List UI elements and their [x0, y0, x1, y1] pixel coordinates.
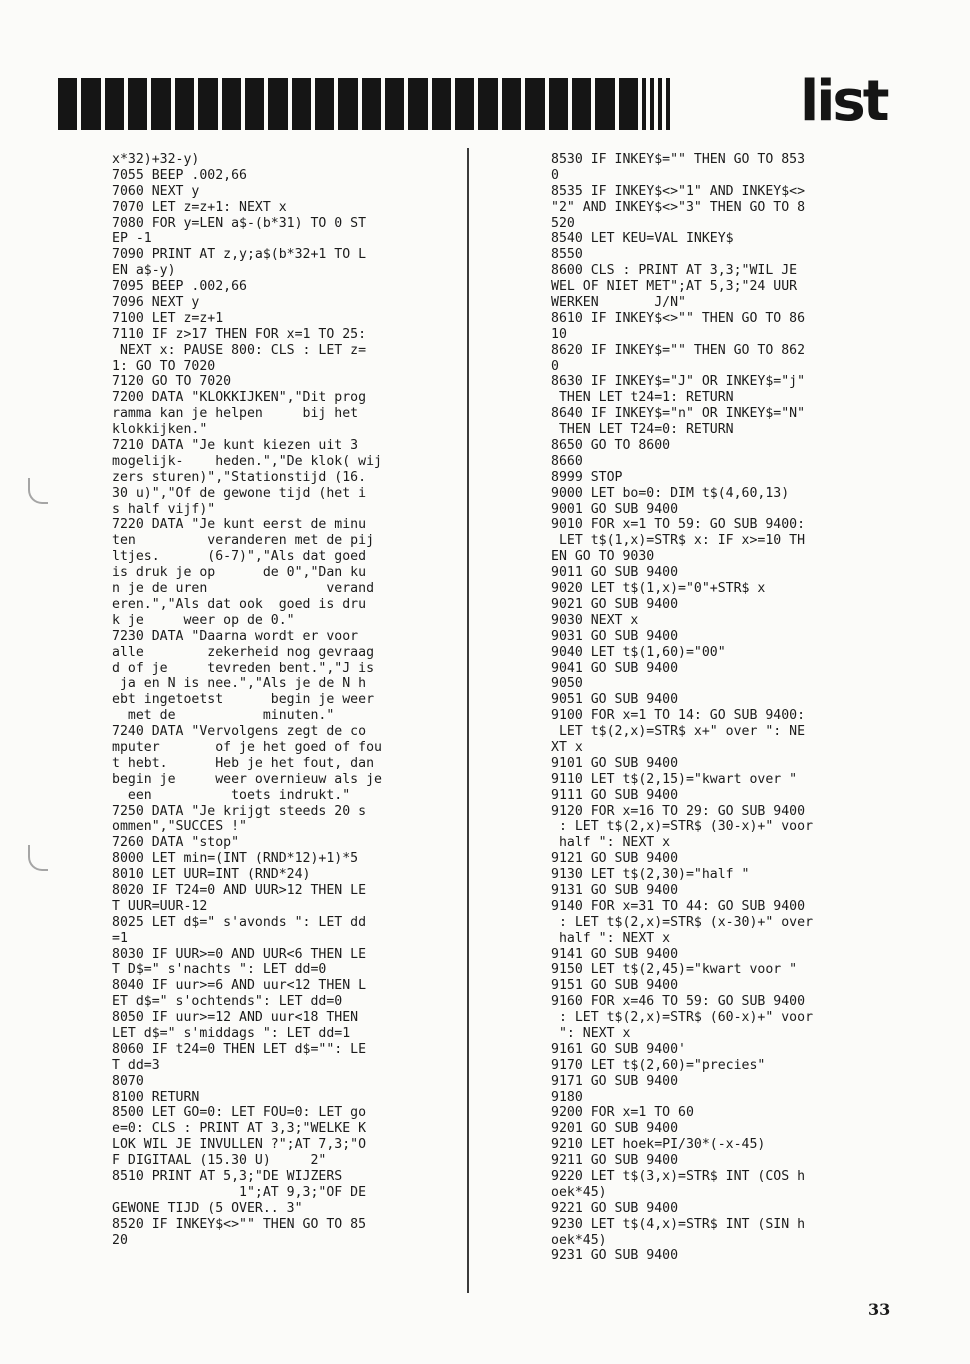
- code-line: 7210 DATA "Je kunt kiezen uit 3: [112, 438, 359, 454]
- code-line: ramma kan je helpen bij het: [112, 406, 359, 422]
- code-line: 8620 IF INKEY$="" THEN GO TO 862: [551, 342, 806, 358]
- banner-block: [81, 78, 100, 130]
- code-line: GEWONE TIJD (5 OVER.. 3": [112, 1200, 303, 1216]
- code-line: 8650 GO TO 8600: [551, 438, 671, 454]
- code-line: ommen","SUCCES !": [112, 819, 247, 835]
- code-line: "2" AND INKEY$<>"3" THEN GO TO 8: [551, 199, 806, 215]
- banner-block: [105, 78, 124, 130]
- banner-block: [151, 78, 170, 130]
- code-line: F DIGITAAL (15.30 U) 2": [112, 1153, 327, 1169]
- banner-block: [222, 78, 241, 130]
- code-line: 10: [551, 326, 567, 342]
- code-line: e=0: CLS : PRINT AT 3,3;"WELKE K: [112, 1121, 367, 1137]
- code-line: 9171 GO SUB 9400: [551, 1073, 679, 1089]
- code-line: 9120 FOR x=16 TO 29: GO SUB 9400: [551, 803, 806, 819]
- code-line: 9221 GO SUB 9400: [551, 1200, 679, 1216]
- code-line: 9041 GO SUB 9400: [551, 660, 679, 676]
- code-line: 1: GO TO 7020: [112, 358, 216, 374]
- code-line: 7120 GO TO 7020: [112, 374, 232, 390]
- banner-block: [175, 78, 194, 130]
- code-line: 9021 GO SUB 9400: [551, 596, 679, 612]
- code-line: k je weer op de 0.": [112, 612, 295, 628]
- code-line: 8999 STOP: [551, 469, 623, 485]
- code-line: 9051 GO SUB 9400: [551, 692, 679, 708]
- code-line: alle zekerheid nog gevraag: [112, 644, 375, 660]
- code-line: 1";AT 9,3;"OF DE: [112, 1184, 367, 1200]
- code-line: 9001 GO SUB 9400: [551, 501, 679, 517]
- code-line: 8030 IF UUR>=0 AND UUR<6 THEN LE: [112, 946, 367, 962]
- code-line: T D$=" s'nachts ": LET dd=0: [112, 962, 327, 978]
- code-line: : LET t$(2,x)=STR$ (x-30)+" over: [551, 914, 814, 930]
- code-line: 9211 GO SUB 9400: [551, 1153, 679, 1169]
- code-line: ltjes. (6-7)","Als dat goed: [112, 549, 367, 565]
- banner-block: [642, 78, 646, 130]
- code-line: XT x: [551, 739, 583, 755]
- code-line: 8640 IF INKEY$="n" OR INKEY$="N": [551, 406, 806, 422]
- code-line: 9100 FOR x=1 TO 14: GO SUB 9400:: [551, 708, 806, 724]
- code-line: 8070: [112, 1073, 144, 1089]
- banner-block: [595, 78, 614, 130]
- code-line: 9020 LET t$(1,x)="0"+STR$ x: [551, 581, 766, 597]
- banner-block: [408, 78, 427, 130]
- punch-hole-mark: [28, 845, 48, 871]
- banner-block: [362, 78, 381, 130]
- code-line: THEN LET T24=0: RETURN: [551, 422, 734, 438]
- code-line: 7055 BEEP .002,66: [112, 167, 247, 183]
- code-line: x*32)+32-y): [112, 152, 200, 167]
- code-line: ": NEXT x: [551, 1025, 631, 1041]
- code-line: 8020 IF T24=0 AND UUR>12 THEN LE: [112, 882, 367, 898]
- code-line: LET t$(1,x)=STR$ x: IF x>=10 TH: [551, 533, 806, 549]
- code-line: 9200 FOR x=1 TO 60: [551, 1105, 694, 1121]
- code-line: 8660: [551, 453, 583, 469]
- code-line: 9140 FOR x=31 TO 44: GO SUB 9400: [551, 898, 806, 914]
- code-line: 9131 GO SUB 9400: [551, 882, 679, 898]
- code-line: ten veranderen met de pij: [112, 533, 375, 549]
- code-line: 9130 LET t$(2,30)="half ": [551, 867, 750, 883]
- banner-block: [385, 78, 404, 130]
- code-line: : LET t$(2,x)=STR$ (30-x)+" voor: [551, 819, 814, 835]
- code-line: ebt ingetoetst begin je weer: [112, 692, 375, 708]
- code-line: EN GO TO 9030: [551, 549, 655, 565]
- header-banner: [58, 78, 670, 130]
- code-line: klokkijken.": [112, 422, 208, 438]
- banner-block: [572, 78, 591, 130]
- column-divider: [467, 148, 469, 1293]
- code-line: een toets indrukt.": [112, 787, 351, 803]
- code-line: is druk je op de 0","Dan ku: [112, 565, 367, 581]
- banner-block: [658, 78, 662, 130]
- left-code-column: [112, 152, 382, 1248]
- code-line: 9141 GO SUB 9400: [551, 946, 679, 962]
- code-line: 9000 LET bo=0: DIM t$(4,60,13): [551, 485, 790, 501]
- banner-block: [432, 78, 451, 130]
- code-line: THEN LET t24=1: RETURN: [551, 390, 734, 406]
- code-line: 8100 RETURN: [112, 1089, 200, 1105]
- page-number: 33: [868, 1300, 891, 1319]
- code-line: t hebt. Heb je het fout, dan: [112, 755, 375, 771]
- code-line: 7240 DATA "Vervolgens zegt de co: [112, 724, 367, 740]
- banner-block: [549, 78, 568, 130]
- code-line: 0: [551, 167, 559, 183]
- code-line: 7250 DATA "Je krijgt steeds 20 s: [112, 803, 367, 819]
- code-line: 8600 CLS : PRINT AT 3,3;"WIL JE: [551, 263, 798, 279]
- code-line: 520: [551, 215, 575, 231]
- code-line: EP -1: [112, 231, 152, 247]
- code-line: 9011 GO SUB 9400: [551, 565, 679, 581]
- banner-block: [525, 78, 544, 130]
- code-line: 9010 FOR x=1 TO 59: GO SUB 9400:: [551, 517, 806, 533]
- code-line: 9030 NEXT x: [551, 612, 639, 628]
- code-line: 8630 IF INKEY$="J" OR INKEY$="j": [551, 374, 806, 390]
- code-line: 8050 IF uur>=12 AND uur<18 THEN: [112, 1010, 359, 1026]
- banner-block: [478, 78, 497, 130]
- code-line: 7110 IF z>17 THEN FOR x=1 TO 25:: [112, 326, 367, 342]
- code-line: 9031 GO SUB 9400: [551, 628, 679, 644]
- code-line: 8550: [551, 247, 583, 263]
- code-line: oek*45): [551, 1184, 607, 1200]
- code-line: d of je tevreden bent.","J is: [112, 660, 375, 676]
- code-line: 7060 NEXT y: [112, 183, 200, 199]
- code-line: 9161 GO SUB 9400': [551, 1041, 686, 1057]
- code-line: mputer of je het goed of fou: [112, 739, 382, 755]
- code-line: half ": NEXT x: [551, 835, 671, 851]
- code-line: 8025 LET d$=" s'avonds ": LET dd: [112, 914, 367, 930]
- code-line: 7096 NEXT y: [112, 295, 200, 311]
- punch-hole-mark: [28, 478, 48, 504]
- list-title: list: [800, 69, 887, 134]
- banner-block: [58, 78, 77, 130]
- code-line: 7070 LET z=z+1: NEXT x: [112, 199, 287, 215]
- code-line: T UUR=UUR-12: [112, 898, 208, 914]
- banner-block: [245, 78, 264, 130]
- code-line: NEXT x: PAUSE 800: CLS : LET z=: [112, 342, 367, 358]
- code-line: WEL OF NIET MET";AT 5,3;"24 UUR: [551, 279, 798, 295]
- code-line: 9230 LET t$(4,x)=STR$ INT (SIN h: [551, 1216, 806, 1232]
- code-line: 8530 IF INKEY$="" THEN GO TO 853: [551, 152, 806, 167]
- code-line: 8540 LET KEU=VAL INKEY$: [551, 231, 734, 247]
- code-line: 9101 GO SUB 9400: [551, 755, 679, 771]
- code-line: zers sturen)","Stationstijd (16.: [112, 469, 367, 485]
- code-line: : LET t$(2,x)=STR$ (60-x)+" voor: [551, 1010, 814, 1026]
- code-line: 9121 GO SUB 9400: [551, 851, 679, 867]
- banner-block: [128, 78, 147, 130]
- code-line: EN a$-y): [112, 263, 176, 279]
- code-line: 8535 IF INKEY$<>"1" AND INKEY$<>: [551, 183, 806, 199]
- code-line: 9040 LET t$(1,60)="00": [551, 644, 726, 660]
- code-line: s half vijf)": [112, 501, 216, 517]
- code-line: 9110 LET t$(2,15)="kwart over ": [551, 771, 798, 787]
- code-line: 9050: [551, 676, 583, 692]
- code-line: 7230 DATA "Daarna wordt er voor: [112, 628, 359, 644]
- banner-block: [666, 78, 670, 130]
- code-line: half ": NEXT x: [551, 930, 671, 946]
- code-line: 9201 GO SUB 9400: [551, 1121, 679, 1137]
- code-line: 9111 GO SUB 9400: [551, 787, 679, 803]
- banner-block: [198, 78, 217, 130]
- code-line: ET d$=" s'ochtends": LET dd=0: [112, 994, 343, 1010]
- code-line: 8000 LET min=(INT (RND*12)+1)*5: [112, 851, 359, 867]
- banner-block: [502, 78, 521, 130]
- code-line: 7080 FOR y=LEN a$-(b*31) TO 0 ST: [112, 215, 367, 231]
- banner-block: [455, 78, 474, 130]
- code-line: mogelijk- heden.","De klok( wij: [112, 453, 382, 469]
- code-line: LET d$=" s'middags ": LET dd=1: [112, 1025, 351, 1041]
- code-line: T dd=3: [112, 1057, 160, 1073]
- code-line: 8510 PRINT AT 5,3;"DE WIJZERS: [112, 1169, 343, 1184]
- banner-block: [292, 78, 311, 130]
- right-code-column: [551, 152, 813, 1264]
- code-line: 8500 LET GO=0: LET FOU=0: LET go: [112, 1105, 367, 1121]
- code-line: 9160 FOR x=46 TO 59: GO SUB 9400: [551, 994, 806, 1010]
- code-line: WERKEN J/N": [551, 295, 686, 311]
- code-line: 9210 LET hoek=PI/30*(-x-45): [551, 1137, 766, 1153]
- banner-block: [650, 78, 654, 130]
- code-line: 7090 PRINT AT z,y;a$(b*32+1 TO L: [112, 247, 367, 263]
- code-line: 8010 LET UUR=INT (RND*24): [112, 867, 311, 883]
- code-line: 7220 DATA "Je kunt eerst de minu: [112, 517, 367, 533]
- code-line: 9170 LET t$(2,60)="precies": [551, 1057, 766, 1073]
- code-line: 7095 BEEP .002,66: [112, 279, 247, 295]
- code-line: LET t$(2,x)=STR$ x+" over ": NE: [551, 724, 806, 740]
- code-line: 9231 GO SUB 9400: [551, 1248, 679, 1264]
- code-line: =1: [112, 930, 128, 946]
- code-line: 8040 IF uur>=6 AND uur<12 THEN L: [112, 978, 367, 994]
- code-line: 9150 LET t$(2,45)="kwart voor ": [551, 962, 798, 978]
- code-line: 7260 DATA "stop": [112, 835, 240, 851]
- code-line: met de minuten.": [112, 708, 335, 724]
- banner-block: [268, 78, 287, 130]
- code-line: begin je weer overnieuw als je: [112, 771, 382, 787]
- code-line: 20: [112, 1232, 128, 1248]
- banner-block: [619, 78, 638, 130]
- code-line: 9220 LET t$(3,x)=STR$ INT (COS h: [551, 1169, 806, 1184]
- code-line: 7100 LET z=z+1: [112, 310, 224, 326]
- code-line: 8610 IF INKEY$<>"" THEN GO TO 86: [551, 310, 806, 326]
- code-line: ja en N is nee.","Als je de N h: [112, 676, 367, 692]
- banner-block: [315, 78, 334, 130]
- code-line: 7200 DATA "KLOKKIJKEN","Dit prog: [112, 390, 367, 406]
- code-line: 9180: [551, 1089, 583, 1105]
- code-line: eren.","Als dat ook goed is dru: [112, 596, 367, 612]
- code-line: 0: [551, 358, 559, 374]
- code-line: 30 u)","Of de gewone tijd (het i: [112, 485, 367, 501]
- code-line: LOK WIL JE INVULLEN ?";AT 7,3;"O: [112, 1137, 367, 1153]
- code-line: 9151 GO SUB 9400: [551, 978, 679, 994]
- code-line: 8520 IF INKEY$<>"" THEN GO TO 85: [112, 1216, 367, 1232]
- code-line: 8060 IF t24=0 THEN LET d$="": LE: [112, 1041, 367, 1057]
- code-line: n je de uren verand: [112, 581, 375, 597]
- banner-block: [338, 78, 357, 130]
- code-line: oek*45): [551, 1232, 607, 1248]
